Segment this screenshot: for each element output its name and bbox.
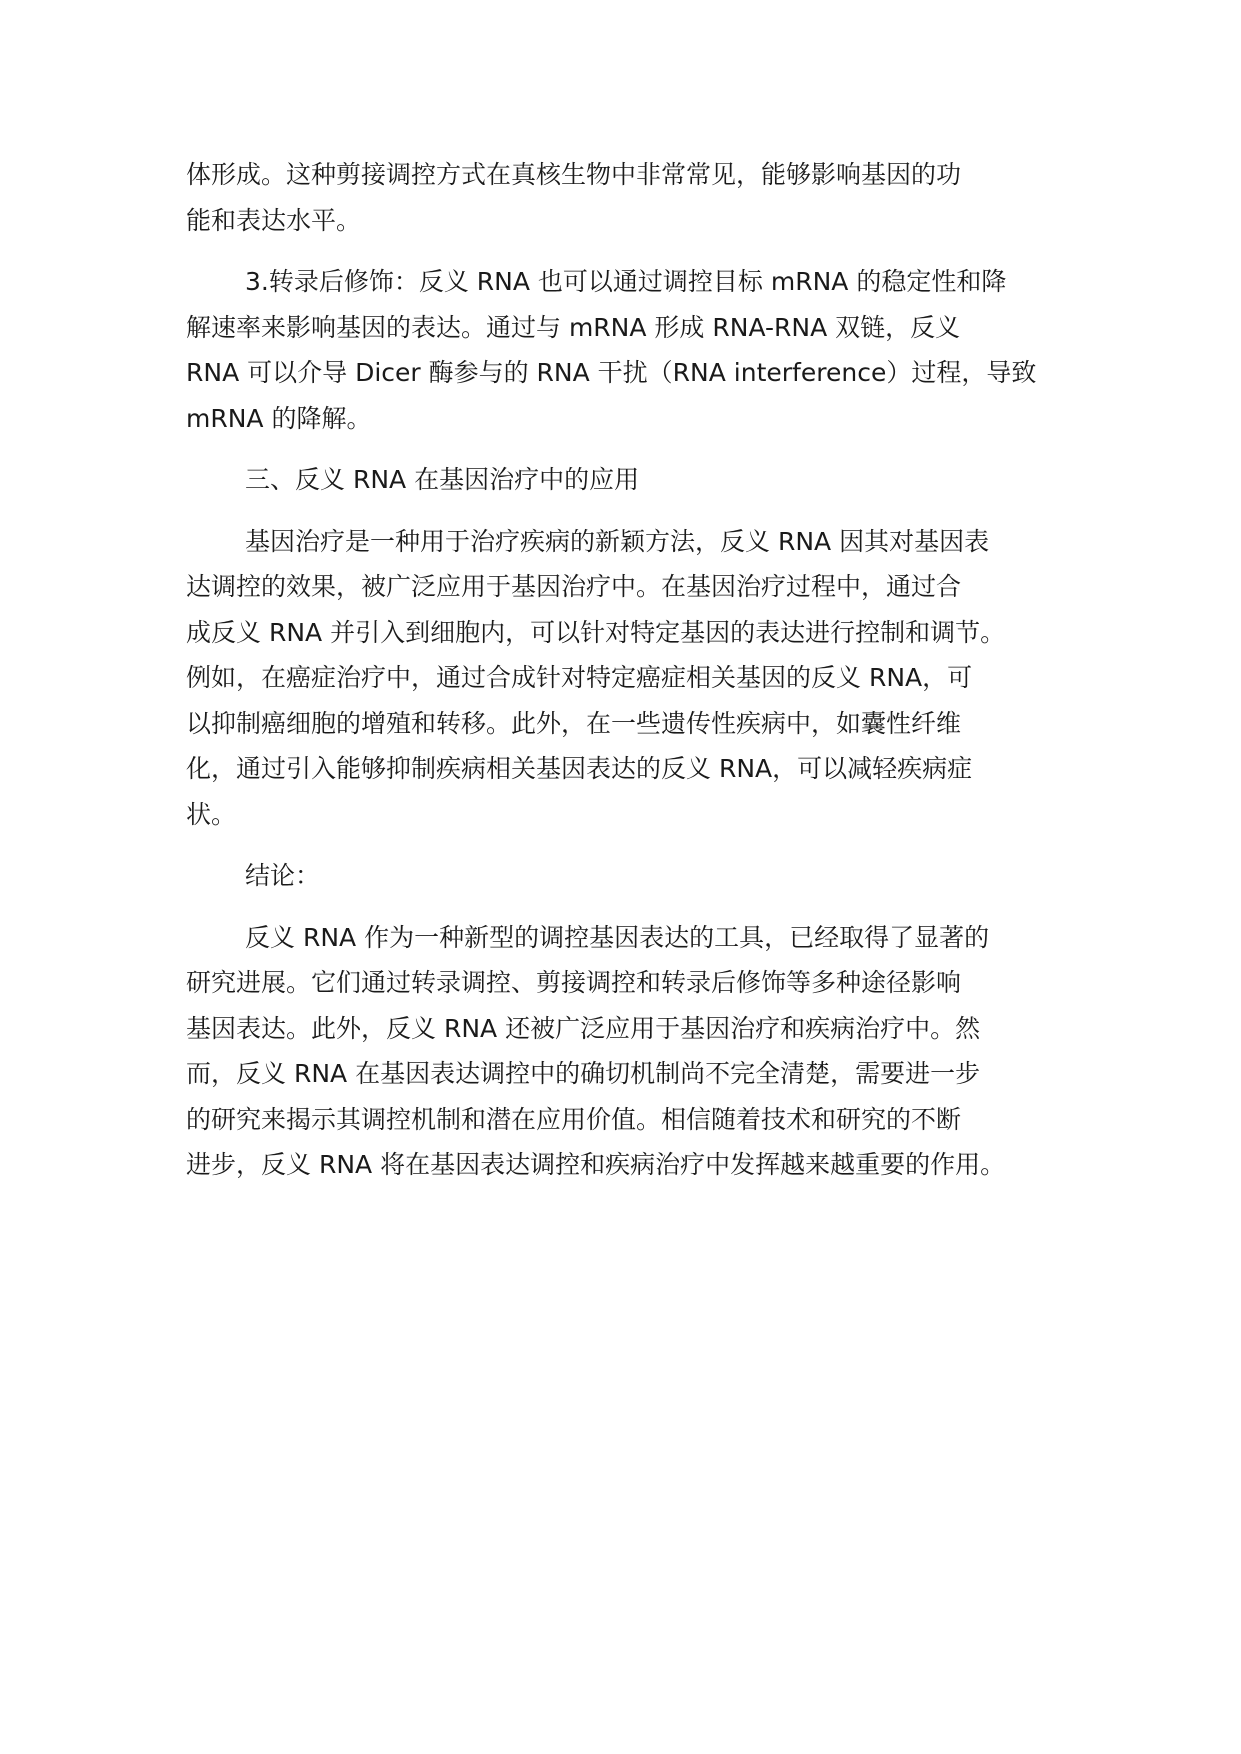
text-line: 例如，在癌症治疗中，通过合成针对特定癌症相关基因的反义 RNA，可 [186,663,973,692]
text-line: 3.转录后修饰：反义 RNA 也可以通过调控目标 mRNA 的稳定性和降 [245,267,1007,296]
text-line: 达调控的效果，被广泛应用于基因治疗中。在基因治疗过程中，通过合 [186,572,962,601]
text-line: 反义 RNA 作为一种新型的调控基因表达的工具，已经取得了显著的 [245,922,990,952]
paragraph-gene-therapy [186,519,1076,838]
text-line: 的研究来揭示其调控机制和潜在应用价值。相信随着技术和研究的不断 [186,1104,962,1134]
text-line: 基因表达。此外，反义 RNA 还被广泛应用于基因治疗和疾病治疗中。然 [186,1013,981,1043]
section-heading-conclusion [186,853,1076,899]
section-heading-gene-therapy [186,457,1076,503]
text-line: 化，通过引入能够抑制疾病相关基因表达的反义 RNA，可以减轻疾病症 [186,754,973,783]
heading-line: 结论： [245,861,321,890]
text-line: 解速率来影响基因的表达。通过与 mRNA 形成 RNA-RNA 双链，反义 [186,312,961,342]
text-line: mRNA 的降解。 [186,403,372,433]
text-line: 以抑制癌细胞的增殖和转移。此外，在一些遗传性疾病中，如囊性纤维 [186,708,962,738]
text-line: RNA 可以介导 Dicer 酶参与的 RNA 干扰（RNA interference）过程，导致 [186,358,1037,387]
text-line: 进步，反义 RNA 将在基因表达调控和疾病治疗中发挥越来越重要的作用。 [186,1150,1006,1179]
document-body [186,152,1076,1204]
text-line: 体形成。这种剪接调控方式在真核生物中非常常见，能够影响基因的功 [186,160,962,189]
heading-line: 三、反义 RNA 在基因治疗中的应用 [245,465,640,494]
text-line: 成反义 RNA 并引入到细胞内，可以针对特定基因的表达进行控制和调节。 [186,617,1006,647]
paragraph-post-transcriptional [186,259,1076,441]
paragraph-conclusion [186,915,1076,1188]
text-line: 而，反义 RNA 在基因表达调控中的确切机制尚不完全清楚，需要进一步 [186,1059,981,1088]
text-line: 状。 [186,799,237,829]
paragraph-splicing-conclusion [186,152,1076,243]
text-line: 基因治疗是一种用于治疗疾病的新颖方法，反义 RNA 因其对基因表 [245,526,990,556]
text-line: 能和表达水平。 [186,205,362,235]
text-line: 研究进展。它们通过转录调控、剪接调控和转录后修饰等多种途径影响 [186,968,962,997]
